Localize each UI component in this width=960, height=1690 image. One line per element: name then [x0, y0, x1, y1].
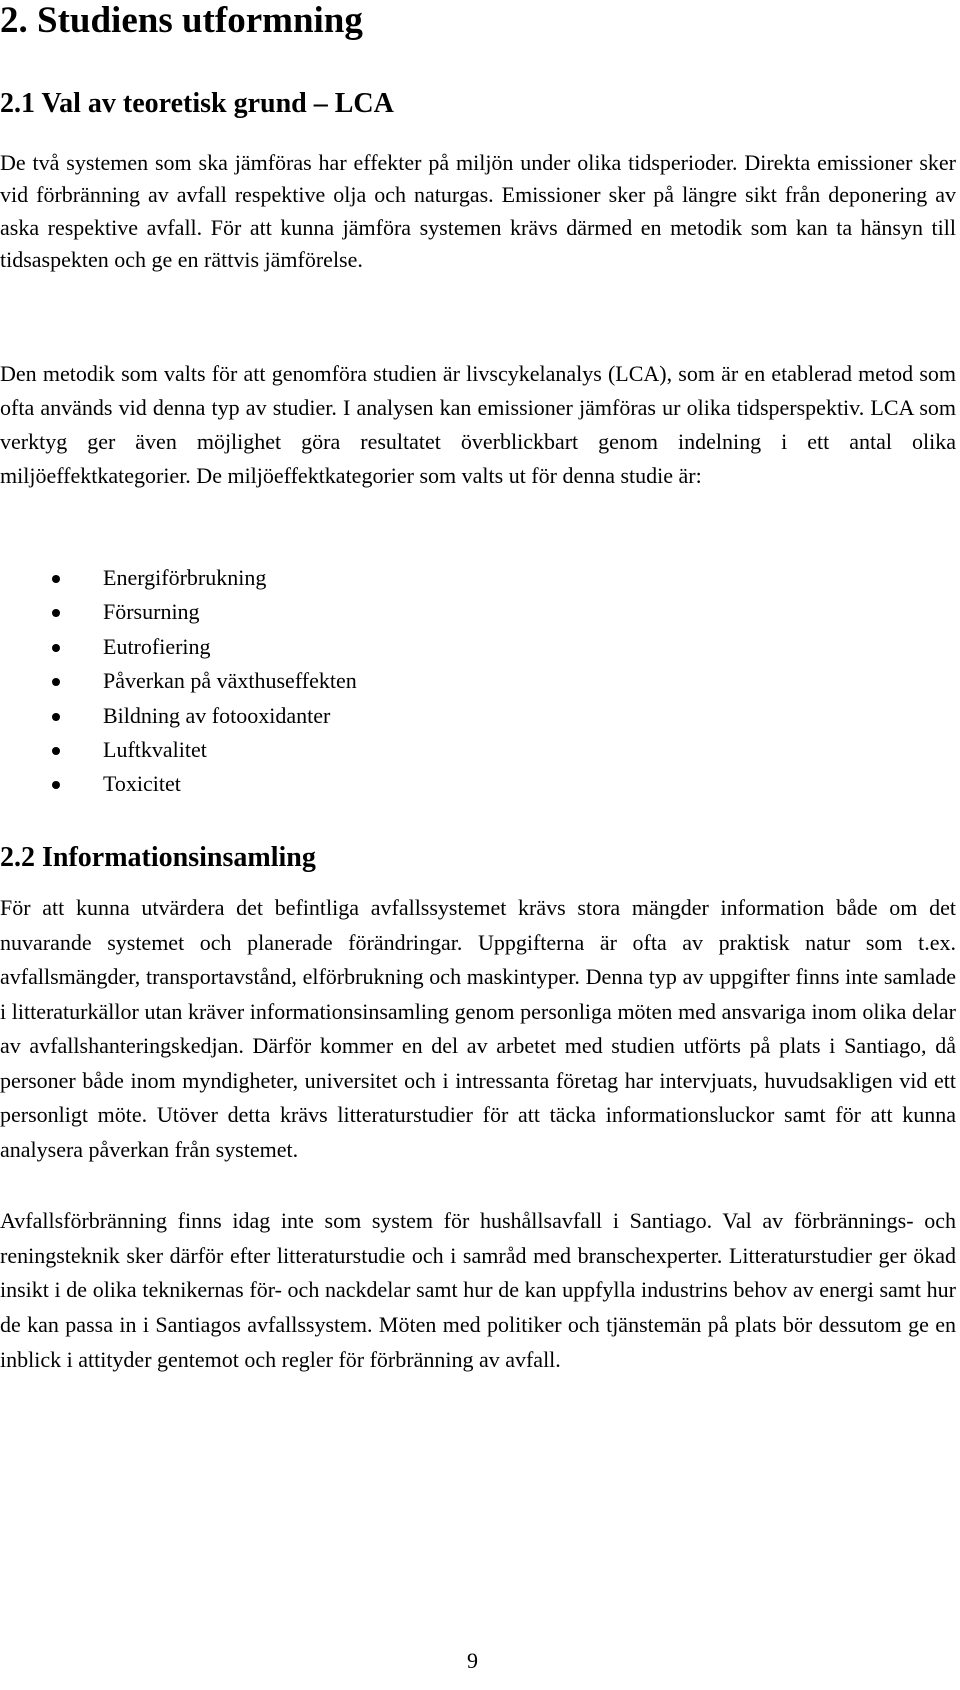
list-item: [0, 699, 357, 733]
list-item: [0, 630, 357, 664]
paragraph-information-gathering: För att kunna utvärdera det befintliga avfallssystemet krävs stora mängder information både om det nuvarande systemet och planerade förändringar. Uppgifterna är ofta av praktisk natur som t.ex. avfallsmängder, transportavstånd, elförbrukning och maskintyper. Denna typ av uppgifter finns inte samlade i litteraturkällor utan kräver informationsinsamling genom personliga möten med ansvariga inom olika delar av avfallshanteringskedjan. Därför kommer en del av arbetet med studien utförts på plats i Santiago, då personer både inom myndigheter, universitet och i intressanta företag har intervjuats, huvudsakligen vid ett personligt möte. Utöver detta krävs litteraturstudier för att täcka informationsluckor samt för att kunna analysera påverkan från systemet.: [0, 895, 956, 1162]
paragraph-lca-method: Den metodik som valts för att genomföra studien är livscykelanalys (LCA), som är en etablerad metod som ofta används vid denna typ av studier. I analysen kan emissioner jämföras ur olika tidsperspektiv. LCA som verktyg ger även möjlighet göra resultatet överblickbart genom indelning i ett antal olika miljöeffektkategorier. De miljöeffektkategorier som valts ut för denna studie är:: [0, 361, 956, 488]
bullet-icon: [52, 678, 60, 686]
bullet-icon: [52, 644, 60, 652]
list-item: [0, 767, 357, 801]
list-item-label: Toxicitet: [103, 771, 181, 797]
bullet-icon: [52, 713, 60, 721]
subsection-heading-information: 2.2 Informationsinsamling: [0, 842, 316, 873]
subsection-heading-lca: 2.1 Val av teoretisk grund – LCA: [0, 88, 394, 119]
page-number: 9: [467, 1648, 478, 1673]
bullet-icon: [52, 781, 60, 789]
list-item: [0, 733, 357, 767]
list-item-label: Bildning av fotooxidanter: [103, 702, 331, 728]
list-item-label: Påverkan på växthuseffekten: [103, 668, 357, 694]
impact-category-list: [0, 561, 357, 802]
list-item-label: Energiförbrukning: [103, 565, 267, 590]
list-item-label: Försurning: [103, 599, 200, 625]
bullet-icon: [52, 575, 60, 583]
list-item: [0, 664, 357, 698]
list-item-label: Luftkvalitet: [103, 736, 207, 762]
list-item-label: Eutrofiering: [103, 633, 211, 659]
bullet-icon: [52, 747, 60, 755]
list-item: [0, 595, 357, 629]
bullet-icon: [52, 609, 60, 617]
paragraph-lca-intro: De två systemen som ska jämföras har effekter på miljön under olika tidsperioder. Direkta emissioner sker vid förbränning av avfall respektive olja och naturgas. Emissioner sker på längre sikt från deponering av aska respektive avfall. För att kunna jämföra systemen krävs därmed en metodik som kan ta hänsyn till tidsaspekten och ge en rättvis jämförelse.: [0, 150, 956, 272]
paragraph-incineration: Avfallsförbränning finns idag inte som system för hushållsavfall i Santiago. Val av förbrännings- och reningsteknik sker därför efter litteraturstudie och i samråd med branschexperter. Litteraturstudier ger ökad insikt i de olika teknikernas för- och nackdelar samt hur de kan uppfylla industrins behov av energi samt hur de kan passa in i Santiagos avfallssystem. Möten med politiker och tjänstemän på plats bör dessutom ge en inblick i attityder gentemot och regler för förbränning av avfall.: [0, 1208, 956, 1372]
section-heading: 2. Studiens utformning: [0, 0, 363, 41]
list-item: [0, 561, 357, 595]
